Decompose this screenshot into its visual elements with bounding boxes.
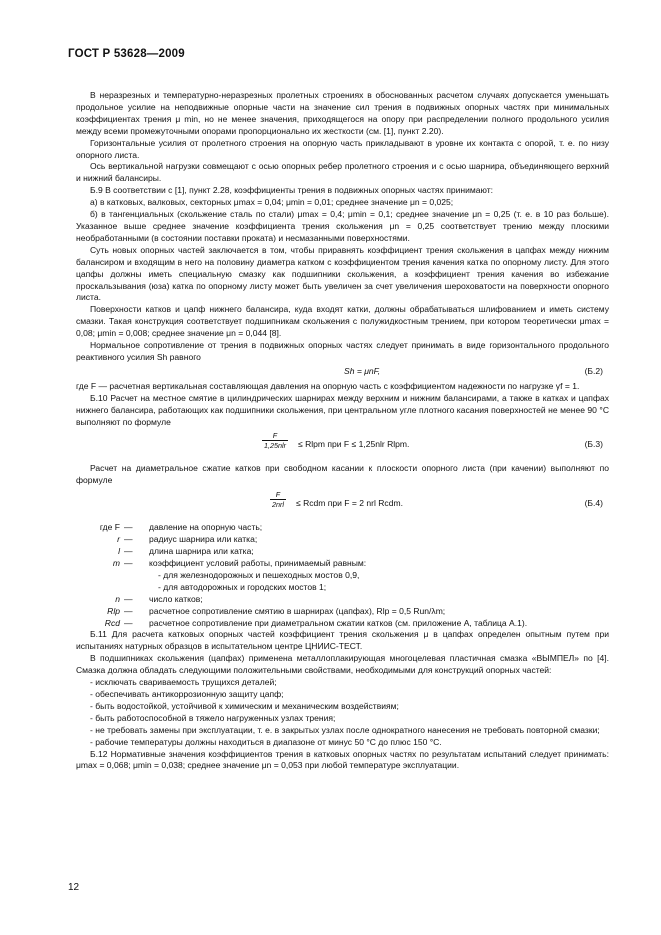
definition-dash: — bbox=[124, 534, 133, 545]
definition-text: коэффициент условий работы, принимаемый равным: bbox=[149, 558, 367, 568]
list-item: - рабочие температуры должны находиться в диапазоне от минус 50 °С до плюс 150 °С. bbox=[90, 736, 442, 747]
definition-symbol: l bbox=[118, 546, 120, 557]
definition-symbol: Rcd bbox=[104, 617, 120, 628]
page-number: 12 bbox=[68, 882, 80, 893]
definition-subitem bbox=[76, 582, 609, 594]
list-item: - быть работоспособной в тяжело нагруженных узлах трения; bbox=[90, 712, 336, 723]
list-item: - быть водостойкой, устойчивой к химическим и механическим воздействиям; bbox=[90, 700, 399, 711]
fraction-numerator: F bbox=[270, 490, 286, 500]
paragraph: В подшипниках скольжения (цапфах) применена металлоплакирующая многоцелевая пластичная смазка «ВЫМПЕЛ» по [4]. Смазка должна обладать следующими положительными свойствами, необходимыми для конструкций опорных частей: bbox=[76, 653, 609, 676]
definition-row bbox=[76, 606, 609, 618]
paragraph: Б.11 Для расчета катковых опорных частей коэффициент трения скольжения μ в цапфах определен опытным путем при испытаниях натурных образцов в испытательном центре ЦНИИС-ТЕСТ. bbox=[76, 629, 609, 652]
document-body bbox=[76, 90, 609, 772]
definition-row bbox=[76, 522, 609, 534]
fraction-denominator: 1,25nlr bbox=[264, 441, 286, 451]
equation-b4 bbox=[76, 490, 609, 518]
definition-row bbox=[76, 546, 609, 558]
equation-fraction bbox=[262, 431, 288, 450]
definition-symbol: r bbox=[117, 534, 120, 545]
equation-number: (Б.2) bbox=[584, 365, 603, 376]
fraction-numerator: F bbox=[262, 431, 288, 441]
list-item: б) в тангенциальных (скольжение сталь по стали) μmax = 0,4; μmin = 0,1; среднее значение μn = 0,25 (т. е. в 10 раз больше). Указанное выше среднее значение коэффициента трения скольжения μn = 0,25 соответствует трению между плоскими необработанными (в состоянии поставки проката) и несмазанными поверхностями. bbox=[76, 209, 609, 243]
definition-symbol: Rlp bbox=[107, 605, 120, 616]
paragraph: Горизонтальные усилия от пролетного строения на опорную часть прикладывают в уровне их контакта с опорой, т. е. по низу опорного листа. bbox=[76, 137, 609, 160]
equation-rest: ≤ Rcdm при F = 2 nrl Rcdm. bbox=[296, 498, 403, 509]
paragraph: Нормальное сопротивление от трения в подвижных опорных частях следует принимать в виде горизонтального продольного реактивного усилия Sh равного bbox=[76, 340, 609, 362]
definition-symbol: m bbox=[112, 558, 120, 568]
definition-text: давление на опорную часть; bbox=[149, 522, 263, 533]
equation-formula: Sh = μnF, bbox=[344, 365, 381, 376]
definition-text: - для железнодорожных и пешеходных мостов 0,9, bbox=[158, 569, 360, 580]
equation-number: (Б.3) bbox=[584, 439, 603, 450]
definition-dash: — bbox=[124, 593, 133, 604]
definition-symbol: n bbox=[115, 593, 120, 604]
equation-number: (Б.4) bbox=[584, 498, 603, 509]
paragraph: Б.9 В соответствии с [1], пункт 2.28, коэффициенты трения в подвижных опорных частях принимают: bbox=[90, 185, 493, 196]
symbol-definitions bbox=[76, 522, 609, 629]
definition-text: - для автодорожных и городских мостов 1; bbox=[158, 581, 327, 592]
paragraph: Суть новых опорных частей заключается в том, чтобы приравнять коэффициент трения скольжения в цапфах между нижним балансиром и входящим в него на половину диаметра катком с коэффициентом трения качения катка по опорному листу. Для этого цапфы должны иметь специальную смазку как подшипники скольжения, а коэффициент трения качения во избежание проскальзывания (юза) катка по опорному листу может быть увеличен за счет увеличения шероховатости на поверхности опорного листа. bbox=[76, 244, 609, 303]
paragraph: Ось вертикальной нагрузки совмещают с осью опорных ребер пролетного строения и с осью шарнира, объединяющего верхний и нижний балансиры. bbox=[76, 161, 609, 184]
definition-row bbox=[76, 618, 609, 630]
paragraph: Б.12 Нормативные значения коэффициентов трения в катковых опорных частях по результатам испытаний следует принимать: μmax = 0,068; μmin = 0,038; среднее значение μn = 0,053 при любой температуре эксплуатации. bbox=[76, 748, 609, 771]
definition-dash: — bbox=[124, 605, 133, 616]
definition-text: радиус шарнира или катка; bbox=[149, 534, 258, 545]
paragraph: Расчет на диаметральное сжатие катков при свободном касании к плоскости опорного листа (при качении) выполняют по формуле bbox=[76, 463, 609, 486]
definition-row bbox=[76, 534, 609, 546]
definition-dash: — bbox=[124, 617, 133, 628]
equation-b2 bbox=[76, 365, 609, 380]
property-list bbox=[76, 677, 609, 748]
paragraph: Поверхности катков и цапф нижнего балансира, куда входят катки, должны обрабатываться шлифованием и иметь систему смазки. Такая конструкция соответствует подшипникам скольжения с полужидкостным трением, при котором теоретически μmax = 0,08; μmin = 0,008; среднее значение μn = 0,044 [8]. bbox=[76, 304, 609, 339]
definition-subitem bbox=[76, 570, 609, 582]
definition-dash: — bbox=[124, 522, 133, 533]
list-item: - исключать свариваемость трущихся деталей; bbox=[90, 677, 277, 688]
definition-text: расчетное сопротивление смятию в шарнирах (цапфах), Rlp = 0,5 Run/λm; bbox=[149, 605, 446, 616]
definition-dash: — bbox=[124, 558, 133, 568]
definition-symbol: где F bbox=[99, 522, 120, 533]
document-header: ГОСТ Р 53628—2009 bbox=[68, 48, 185, 60]
equation-b3 bbox=[76, 431, 609, 459]
equation-rest: ≤ Rlpm при F ≤ 1,25nlr Rlpm. bbox=[298, 439, 410, 450]
list-item: а) в катковых, валковых, секторных μmax = 0,04; μmin = 0,01; среднее значение μn = 0,025; bbox=[90, 197, 454, 208]
list-item: - обеспечивать антикоррозионную защиту цапф; bbox=[90, 688, 284, 699]
definition-row bbox=[76, 558, 609, 570]
paragraph: где F — расчетная вертикальная составляющая давления на опорную часть с коэффициентом надежности по нагрузке γf = 1. bbox=[76, 380, 580, 391]
paragraph: Б.10 Расчет на местное смятие в цилиндрических шарнирах между верхним и нижним балансирами, а также в катках и цапфах нижнего балансира, работающих как подшипники скольжения, при центральном угле плотного касания поверхностей не менее 90 °С выполняют по формуле bbox=[76, 392, 609, 427]
equation-fraction bbox=[270, 490, 286, 509]
definition-dash: — bbox=[124, 546, 133, 557]
fraction-denominator: 2nrl bbox=[272, 500, 284, 510]
definition-text: число катков; bbox=[149, 593, 203, 604]
paragraph: В неразрезных и температурно-неразрезных пролетных строениях в обоснованных расчетом случаях допускается уменьшать продольное усилие на неподвижные опорные части на значение сил трения в подвижных опорных частях при минимальных коэффициентах трения μ min, но не менее значения, приходящегося на опору при распределении полного продольного усилия между всеми промежуточными опорами пропорционально их жесткости (см. [1], пункт 2.20). bbox=[76, 90, 609, 136]
definition-text: длина шарнира или катка; bbox=[149, 546, 254, 557]
definition-text: расчетное сопротивление при диаметральном сжатии катков (см. приложение А, таблица А.1). bbox=[149, 617, 528, 628]
list-item: - не требовать замены при эксплуатации, т. е. в закрытых узлах после однократного нанесения не требовать повторной смазки; bbox=[90, 724, 600, 735]
definition-row bbox=[76, 594, 609, 606]
